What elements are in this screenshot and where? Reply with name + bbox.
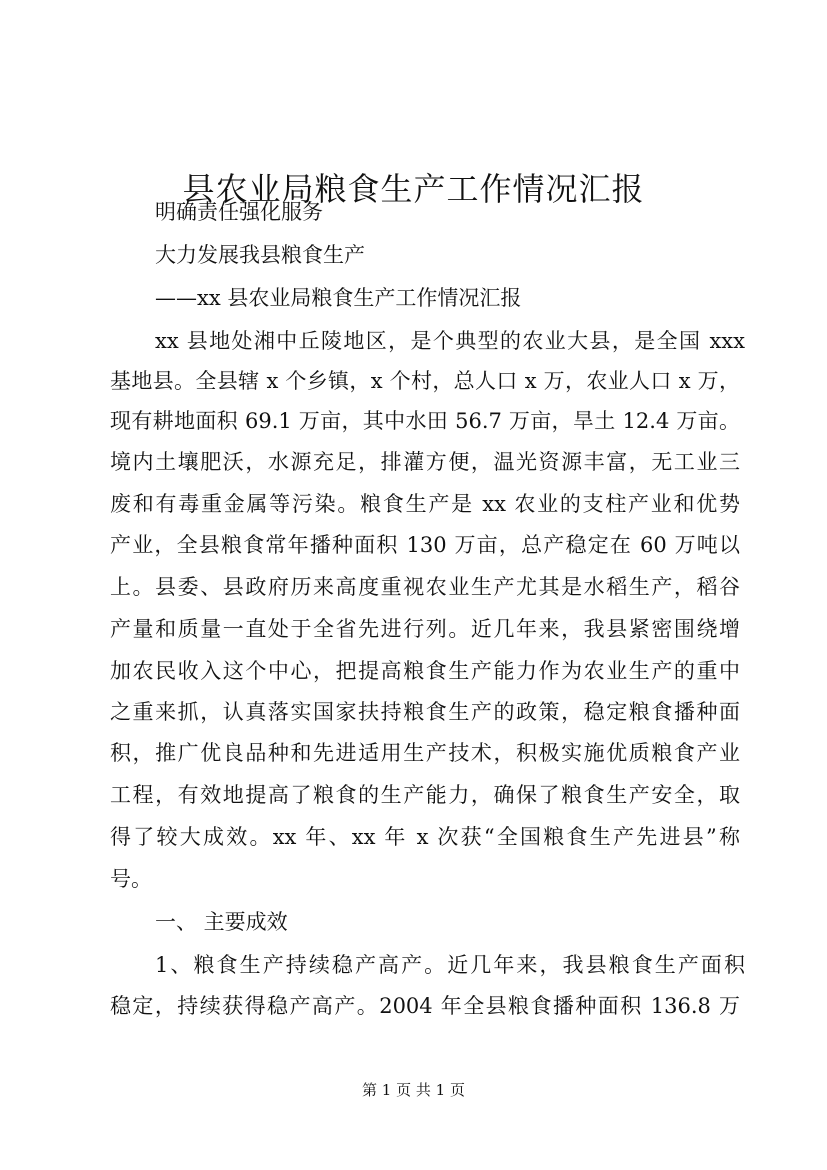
section-heading: 一、 主要成效 xyxy=(155,910,288,934)
body-line: 现有耕地面积 69.1 万亩，其中水田 56.7 万亩，旱土 12.4 万亩。 xyxy=(110,409,740,433)
page-footer: 第 1 页 共 1 页 xyxy=(362,1081,465,1099)
subtitle-line-1: 明确责任强化服务 xyxy=(155,200,323,224)
body-line: 加农民收入这个中心，把提高粮食生产能力作为农业生产的重中 xyxy=(110,659,740,683)
body-line: 产量和质量一直处于全省先进行列。近几年来，我县紧密围绕增 xyxy=(110,617,740,641)
body-line: 积，推广优良品种和先进适用生产技术，积极实施优质粮食产业 xyxy=(110,741,740,765)
body-line: 废和有毒重金属等污染。粮食生产是 xx 农业的支柱产业和优势 xyxy=(110,492,740,516)
subtitle-line-2: 大力发展我县粮食生产 xyxy=(155,243,365,267)
section-line: 稳定，持续获得稳产高产。2004 年全县粮食播种面积 136.8 万 xyxy=(110,994,740,1018)
document-title: 县农业局粮食生产工作情况汇报 xyxy=(182,170,645,209)
body-line: 之重来抓，认真落实国家扶持粮食生产的政策，稳定粮食播种面 xyxy=(110,700,740,724)
body-line: 得了较大成效。xx 年、xx 年 x 次获“全国粮食生产先进县”称 xyxy=(110,825,740,849)
section-line: 1、粮食生产持续稳产高产。近几年来，我县粮食生产面积 xyxy=(155,953,745,977)
subtitle-line-3: ——xx 县农业局粮食生产工作情况汇报 xyxy=(155,286,522,310)
body-line: 上。县委、县政府历来高度重视农业生产尤其是水稻生产，稻谷 xyxy=(110,575,740,599)
body-line: xx 县地处湘中丘陵地区，是个典型的农业大县，是全国 xxx xyxy=(155,329,745,353)
body-line: 基地县。全县辖 x 个乡镇，x 个村，总人口 x 万，农业人口 x 万， xyxy=(110,369,740,393)
body-line: 工程，有效地提高了粮食的生产能力，确保了粮食生产安全，取 xyxy=(110,783,740,807)
body-line: 号。 xyxy=(110,867,152,891)
body-line: 境内土壤肥沃，水源充足，排灌方便，温光资源丰富，无工业三 xyxy=(110,450,740,474)
body-line: 产业，全县粮食常年播种面积 130 万亩，总产稳定在 60 万吨以 xyxy=(110,533,740,557)
